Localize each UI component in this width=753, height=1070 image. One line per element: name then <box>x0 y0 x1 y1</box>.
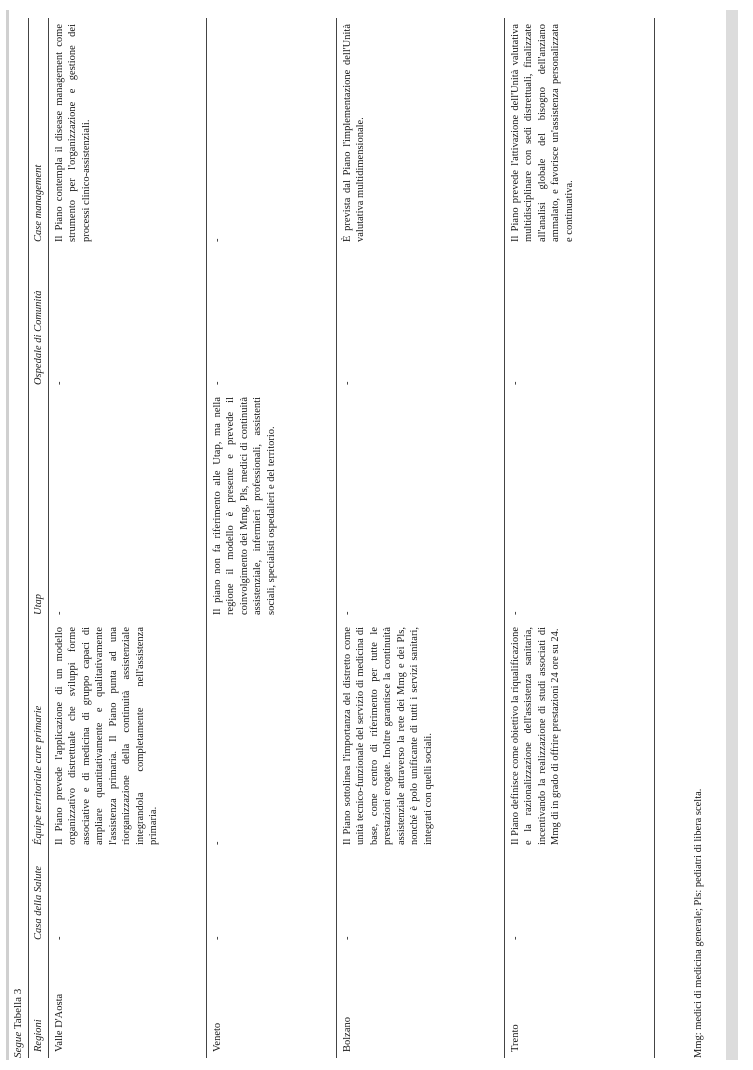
cell-equipe: Il Piano prevede l'applicazione di un modello organizzativo distrettuale che sviluppi forme associative e di medicina di gruppo capaci di ampliare quantitativamente e qualitativamente l'assistenza primaria. Il Piano punta ad una riorganizzazione della continuità assistenziale integrandola completamente nell'assistenza primaria. <box>49 621 207 851</box>
cell-casa: - <box>49 851 207 946</box>
cell-casa: - <box>337 851 505 946</box>
header-utap: Utap <box>29 391 49 621</box>
cell-case-management: È prevista dal Piano l'implementazione dell'Unità valutativa multidimensionale. <box>337 18 505 248</box>
cell-case-management: Il Piano contempla il disease management come strumento per l'organizzazione e gestione dei processi clinico-assistenziali. <box>49 18 207 248</box>
table-footnote: Mmg: medici di medicina generale; Pls: pediatri di libera scelta. <box>693 788 704 1058</box>
header-ospedale: Ospedale di Comunità <box>29 248 49 391</box>
cell-case-management: Il Piano prevede l'attivazione dell'Unità valutativa multidisciplinare con sedi distrettuali, finalizzate all'analisi globale del bisogno dell'anziano ammalato, e favorisce un'assistenza personalizzata e continuativa. <box>505 18 655 248</box>
cell-case-management: - <box>207 18 337 248</box>
table-row <box>207 18 337 1058</box>
cell-casa: - <box>207 851 337 946</box>
cell-region: Valle D'Aosta <box>49 946 207 1058</box>
cell-utap: - <box>49 391 207 621</box>
cell-utap: - <box>337 391 505 621</box>
header-case-management: Case management <box>29 18 49 248</box>
table-caption <box>12 989 24 1058</box>
header-casa-della-salute: Casa della Salute <box>29 851 49 946</box>
cell-ospedale: - <box>49 248 207 391</box>
table-row <box>49 18 207 1058</box>
table-header-row <box>29 18 49 1058</box>
cell-region: Veneto <box>207 946 337 1058</box>
header-regioni: Regioni <box>29 946 49 1058</box>
regional-plans-table <box>28 18 655 1058</box>
cell-utap: - <box>505 391 655 621</box>
cell-utap: Il piano non fa riferimento alle Utap, ma nella regione il modello è presente e prevede il coinvolgimento dei Mmg, Pls, medici di continuità assistenziale, infermieri professionali, assistenti sociali, specialisti ospedalieri e del territorio. <box>207 391 337 621</box>
caption-prefix: Segue <box>12 1031 24 1058</box>
cell-ospedale: - <box>337 248 505 391</box>
cell-ospedale: - <box>505 248 655 391</box>
cell-equipe: Il Piano sottolinea l'importanza del distretto come unità tecnico-funzionale del servizio di medicina di base, come centro di riferimento per tutte le prestazioni erogate. Inoltre garantisce la continuità assistenziale attraverso la rete dei Mmg e dei Pls, nonché è polo unificante di tutti i servizi sanitari, integrati con quelli sociali. <box>337 621 505 851</box>
table-row <box>505 18 655 1058</box>
cell-equipe: Il Piano definisce come obiettivo la riqualificazione e la razionalizzazione dell'assistenza sanitaria, incentivando la realizzazione di studi associati di Mmg di in grado di offrire prestazioni 24 ore su 24. <box>505 621 655 851</box>
cell-ospedale: - <box>207 248 337 391</box>
caption-label: Tabella 3 <box>12 988 24 1030</box>
cell-casa: - <box>505 851 655 946</box>
cell-region: Trento <box>505 946 655 1058</box>
table-row <box>337 18 505 1058</box>
cell-equipe: - <box>207 621 337 851</box>
header-equipe: Équipe territoriale cure primarie <box>29 621 49 851</box>
cell-region: Bolzano <box>337 946 505 1058</box>
